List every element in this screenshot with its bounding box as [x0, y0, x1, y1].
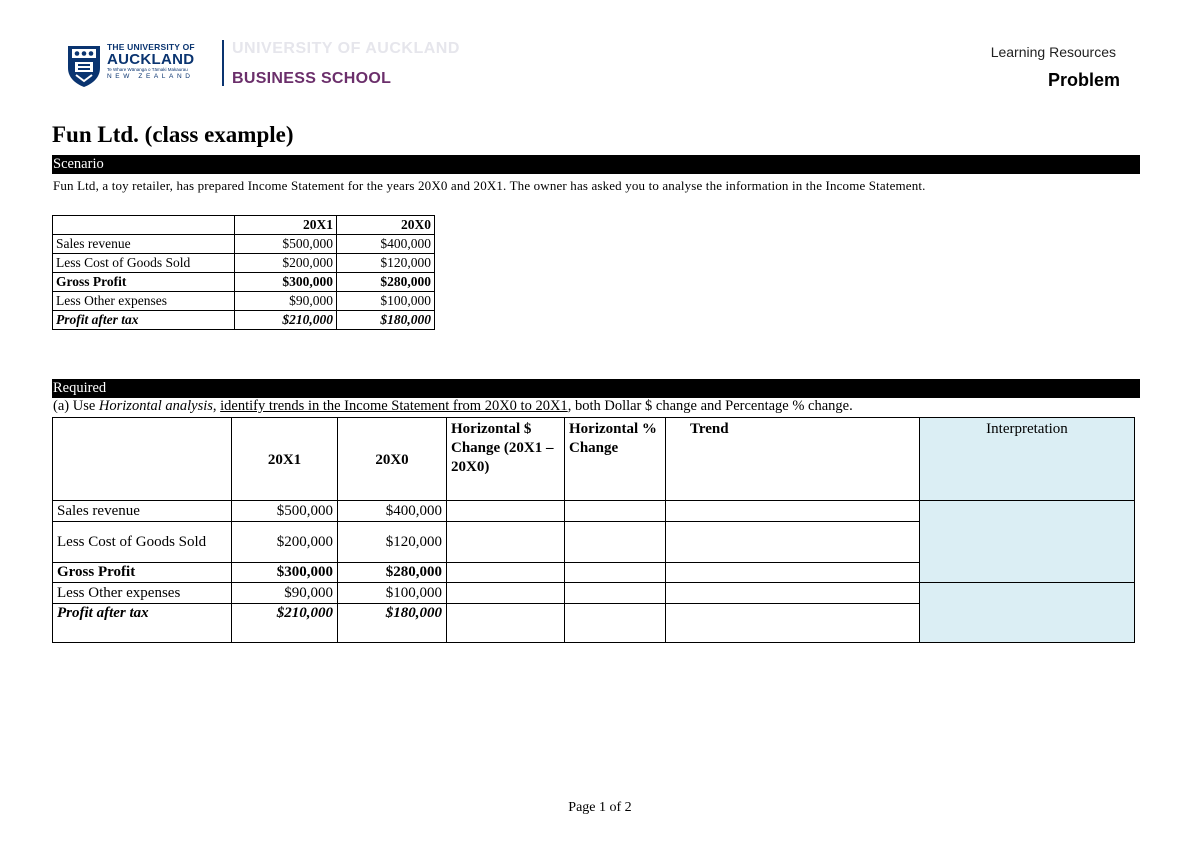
dollar-change-cell[interactable]	[447, 522, 565, 563]
crest-icon	[66, 44, 102, 88]
table-header-row	[53, 418, 1135, 501]
value-20x1: $200,000	[232, 522, 338, 563]
logo-line3: Te Whare Wānanga o Tāmaki Makaurau	[107, 67, 188, 72]
table-row	[53, 583, 1135, 604]
value-20x1: $90,000	[235, 292, 337, 311]
scenario-text: Fun Ltd, a toy retailer, has prepared Income Statement for the years 20X0 and 20X1. The owner has asked you to analyse the information in the Income Statement.	[53, 178, 926, 193]
table-header-row	[53, 216, 435, 235]
interpretation-cell[interactable]	[920, 501, 1135, 583]
percent-change-cell[interactable]	[565, 501, 666, 522]
percent-change-cell[interactable]	[565, 563, 666, 583]
value-20x1: $210,000	[232, 604, 338, 643]
page-title: Fun Ltd. (class example)	[52, 122, 294, 147]
question-text	[53, 398, 853, 415]
percent-change-cell[interactable]	[565, 583, 666, 604]
trend-cell[interactable]	[666, 583, 920, 604]
value-20x0: $180,000	[337, 311, 435, 330]
value-20x1: $300,000	[235, 273, 337, 292]
university-wordmark	[107, 42, 195, 81]
value-20x0: $100,000	[338, 583, 447, 604]
percent-change-cell[interactable]	[565, 604, 666, 643]
header-cell-trend: Trend	[666, 418, 920, 501]
table-row	[53, 235, 435, 254]
table-row	[53, 311, 435, 330]
row-label: Sales revenue	[53, 235, 235, 254]
value-20x1: $300,000	[232, 563, 338, 583]
trend-cell[interactable]	[666, 522, 920, 563]
row-label: Less Other expenses	[53, 292, 235, 311]
trend-cell[interactable]	[666, 604, 920, 643]
document-type-label: Problem	[1047, 70, 1120, 90]
required-heading: Required	[52, 379, 1140, 398]
header-cell-dollar-change: Horizontal $ Change (20X1 – 20X0)	[447, 418, 565, 501]
question-prefix: (a) Use	[53, 398, 99, 414]
scenario-heading: Scenario	[52, 155, 1140, 174]
interpretation-cell[interactable]	[920, 583, 1135, 643]
header-cell-20x0: 20X0	[338, 418, 447, 501]
dollar-change-cell[interactable]	[447, 604, 565, 643]
school-faint-text: UNIVERSITY OF AUCKLAND	[232, 40, 460, 57]
row-label: Profit after tax	[53, 604, 232, 643]
logo-line1: THE UNIVERSITY OF	[107, 42, 195, 52]
table-row	[53, 292, 435, 311]
value-20x0: $120,000	[337, 254, 435, 273]
header-cell-empty	[53, 418, 232, 501]
trend-cell[interactable]	[666, 563, 920, 583]
income-statement-table	[52, 215, 435, 330]
logo-line4: NEW ZEALAND	[107, 73, 194, 80]
row-label: Gross Profit	[53, 563, 232, 583]
value-20x1: $210,000	[235, 311, 337, 330]
logo-line2: AUCKLAND	[107, 51, 195, 68]
page-number: Page 1 of 2	[568, 800, 632, 815]
value-20x0: $280,000	[337, 273, 435, 292]
row-label: Less Cost of Goods Sold	[53, 522, 232, 563]
dollar-change-cell[interactable]	[447, 501, 565, 522]
value-20x0: $400,000	[338, 501, 447, 522]
trend-cell[interactable]	[666, 501, 920, 522]
value-20x0: $180,000	[338, 604, 447, 643]
header-cell-interpretation: Interpretation	[920, 418, 1135, 501]
business-school-label: BUSINESS SCHOOL	[232, 70, 392, 87]
value-20x0: $400,000	[337, 235, 435, 254]
logo-divider	[222, 40, 224, 86]
header-cell-20x1: 20X1	[235, 216, 337, 235]
table-row	[53, 501, 1135, 522]
row-label: Sales revenue	[53, 501, 232, 522]
value-20x0: $280,000	[338, 563, 447, 583]
row-label: Less Cost of Goods Sold	[53, 254, 235, 273]
learning-resources-label: Learning Resources	[990, 44, 1116, 60]
dollar-change-cell[interactable]	[447, 563, 565, 583]
row-label: Gross Profit	[53, 273, 235, 292]
value-20x1: $90,000	[232, 583, 338, 604]
dollar-change-cell[interactable]	[447, 583, 565, 604]
question-italic: Horizontal analysis	[98, 398, 213, 414]
row-label: Less Other expenses	[53, 583, 232, 604]
horizontal-analysis-table	[52, 417, 1135, 643]
value-20x1: $500,000	[232, 501, 338, 522]
value-20x0: $100,000	[337, 292, 435, 311]
header-cell-20x0: 20X0	[337, 216, 435, 235]
university-logo	[66, 42, 201, 90]
header-cell-empty	[53, 216, 235, 235]
value-20x1: $500,000	[235, 235, 337, 254]
question-suffix: , both Dollar $ change and Percentage % change.	[567, 398, 853, 414]
table-row	[53, 273, 435, 292]
table-row	[53, 254, 435, 273]
header-cell-20x1: 20X1	[232, 418, 338, 501]
question-separator: ,	[212, 398, 221, 414]
value-20x1: $200,000	[235, 254, 337, 273]
question-underlined: identify trends in the Income Statement from 20X0 to 20X1	[220, 398, 568, 414]
percent-change-cell[interactable]	[565, 522, 666, 563]
header-cell-percent-change: Horizontal % Change	[565, 418, 666, 501]
value-20x0: $120,000	[338, 522, 447, 563]
row-label: Profit after tax	[53, 311, 235, 330]
